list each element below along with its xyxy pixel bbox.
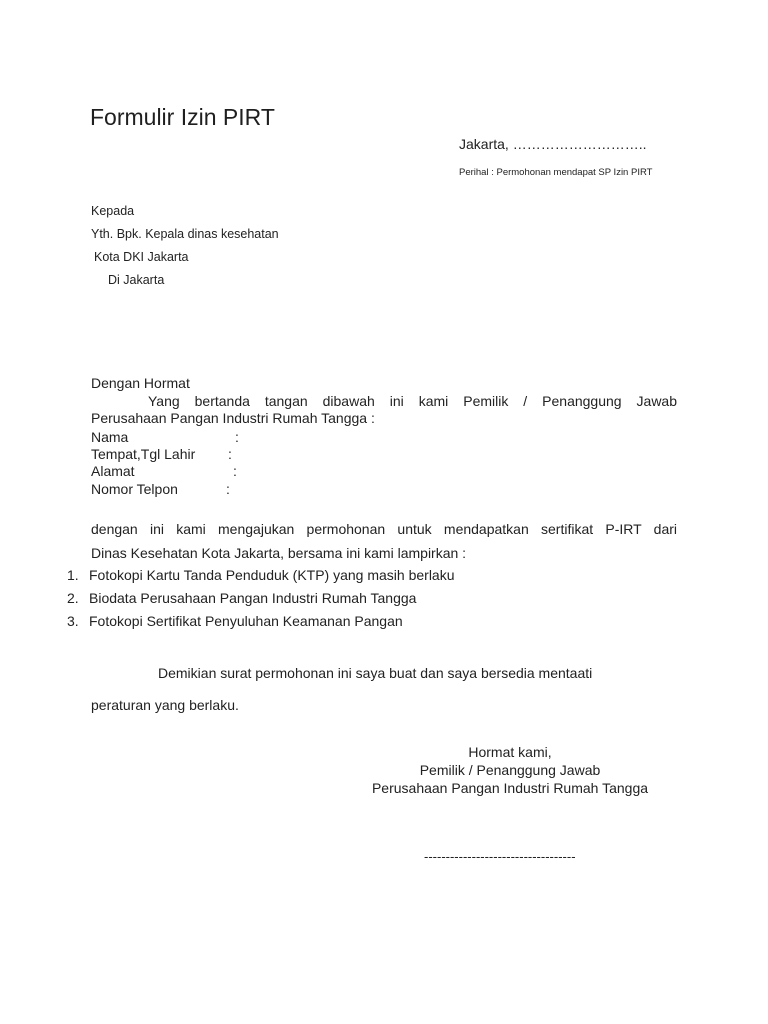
list-text: Fotokopi Sertifikat Penyuluhan Keamanan Pangan	[89, 613, 403, 629]
field-nomor-telpon	[91, 481, 291, 497]
field-label: Nomor Telpon	[91, 481, 178, 497]
signature-line-3: Perusahaan Pangan Industri Rumah Tangga	[371, 780, 649, 796]
field-colon: :	[228, 446, 232, 462]
list-text: Fotokopi Kartu Tanda Penduduk (KTP) yang masih berlaku	[89, 567, 455, 583]
signature-line-1: Hormat kami,	[468, 744, 552, 760]
field-label: Alamat	[91, 463, 135, 479]
attachment-item-2	[67, 590, 416, 606]
place-date: Jakarta, ………………………..	[459, 136, 647, 152]
request-line-1: dengan ini kami mengajukan permohonan untuk mendapatkan sertifikat P-IRT dari	[91, 521, 677, 537]
request-line-2: Dinas Kesehatan Kota Jakarta, bersama ini kami lampirkan :	[91, 545, 467, 561]
field-alamat	[91, 463, 291, 479]
attachment-item-1	[67, 567, 455, 583]
field-nama	[91, 429, 291, 445]
intro-line-1: Yang bertanda tangan dibawah ini kami Pemilik / Penanggung Jawab	[148, 393, 677, 409]
recipient-line-2: Yth. Bpk. Kepala dinas kesehatan	[91, 227, 279, 241]
field-colon: :	[235, 429, 239, 445]
closing-line-1: Demikian surat permohonan ini saya buat dan saya bersedia mentaati	[158, 665, 593, 681]
field-colon: :	[233, 463, 237, 479]
signature-line-2: Pemilik / Penanggung Jawab	[419, 762, 601, 778]
field-tempat-tgl-lahir	[91, 446, 291, 462]
list-text: Biodata Perusahaan Pangan Industri Rumah Tangga	[89, 590, 417, 606]
greeting: Dengan Hormat	[91, 375, 190, 391]
list-number: 3.	[67, 613, 79, 629]
closing-line-2: peraturan yang berlaku.	[91, 697, 239, 713]
field-label: Tempat,Tgl Lahir	[91, 446, 196, 462]
list-number: 2.	[67, 590, 79, 606]
attachment-item-3	[67, 613, 403, 629]
recipient-line-1: Kepada	[91, 204, 135, 218]
field-label: Nama	[91, 429, 129, 445]
document-title: Formulir Izin PIRT	[90, 104, 275, 130]
field-colon: :	[226, 481, 230, 497]
subject-line: Perihal : Permohonan mendapat SP Izin PIRT	[459, 167, 653, 178]
signature-blank-line: -----------------------------------	[424, 849, 576, 864]
recipient-line-3: Kota DKI Jakarta	[94, 250, 189, 264]
list-number: 1.	[67, 567, 79, 583]
recipient-line-4: Di Jakarta	[108, 273, 165, 287]
intro-line-2: Perusahaan Pangan Industri Rumah Tangga :	[91, 410, 375, 426]
